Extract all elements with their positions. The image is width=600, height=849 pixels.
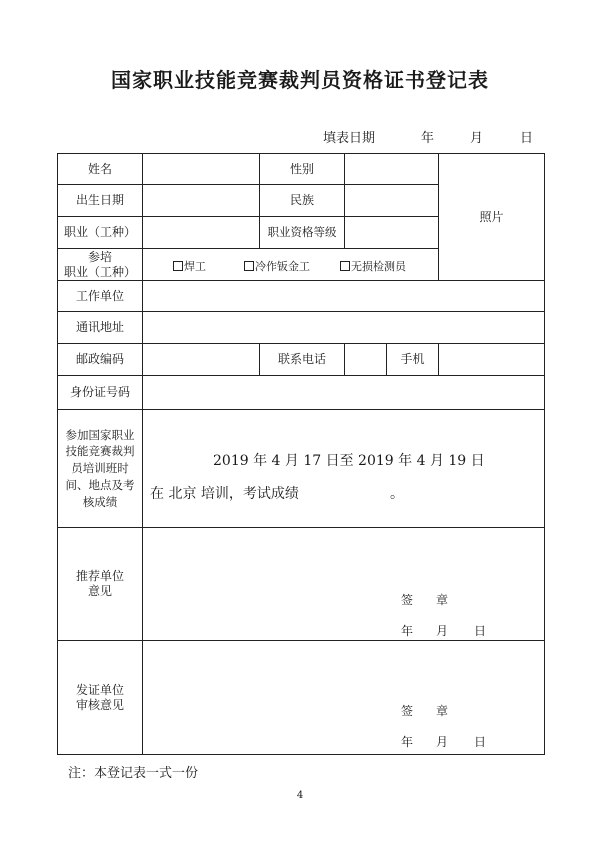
option-ndt[interactable]: 无损检测员 xyxy=(340,258,406,274)
label-training-info: 参加国家职业技能竞赛裁判员培训班时间、地点及考核成绩 xyxy=(65,427,135,509)
training-occ-line1: 参培 xyxy=(87,249,112,264)
recommend-seal: 章 xyxy=(436,593,449,607)
name-field[interactable] xyxy=(143,154,259,184)
issue-month: 月 xyxy=(436,735,449,749)
gender-field[interactable] xyxy=(345,154,438,184)
qualification-level-field[interactable] xyxy=(345,217,438,248)
fill-date-day: 日 xyxy=(520,131,534,146)
recommend-month: 月 xyxy=(436,624,449,638)
label-training-occupation xyxy=(58,249,142,280)
checkbox-welder[interactable] xyxy=(173,261,183,271)
recommend-day: 日 xyxy=(474,624,487,638)
fill-date-label: 填表日期 xyxy=(323,131,376,146)
label-postal-code: 邮政编码 xyxy=(75,352,124,366)
page-title: 国家职业技能竞赛裁判员资格证书登记表 xyxy=(111,68,489,92)
mobile-field[interactable] xyxy=(439,344,544,375)
fill-date-year: 年 xyxy=(421,131,435,146)
label-phone: 联系电话 xyxy=(277,352,326,366)
label-address: 通讯地址 xyxy=(75,320,124,334)
option-welder[interactable]: 焊工 xyxy=(173,258,206,274)
training-occ-line2: 职业（工种） xyxy=(63,264,136,279)
label-gender: 性别 xyxy=(289,161,314,176)
checkbox-sheet-metal[interactable] xyxy=(244,261,254,271)
label-ethnicity: 民族 xyxy=(289,193,314,207)
label-name: 姓名 xyxy=(87,161,112,176)
id-number-field[interactable] xyxy=(143,376,544,409)
checkbox-ndt[interactable] xyxy=(340,261,350,271)
training-dates: 2019 年 4 月 17 日至 2019 年 4 月 19 日 xyxy=(213,453,485,469)
occupation-field[interactable] xyxy=(143,217,259,248)
birth-date-field[interactable] xyxy=(143,185,259,216)
label-recommend: 推荐单位 意见 xyxy=(75,569,124,598)
label-occupation: 职业（工种） xyxy=(63,225,136,239)
label-mobile: 手机 xyxy=(400,352,425,366)
recommend-year: 年 xyxy=(401,624,414,638)
issue-year: 年 xyxy=(401,735,414,749)
label-id-number: 身份证号码 xyxy=(69,385,130,399)
phone-field[interactable] xyxy=(345,344,386,375)
issue-day: 日 xyxy=(474,735,487,749)
label-birth-date: 出生日期 xyxy=(75,193,124,207)
training-score-end: 。 xyxy=(390,486,404,502)
fill-date-month: 月 xyxy=(470,131,484,146)
label-issue: 发证单位 审核意见 xyxy=(75,682,124,712)
label-work-unit: 工作单位 xyxy=(75,288,124,303)
ethnicity-field[interactable] xyxy=(345,185,438,216)
option-sheet-metal[interactable]: 冷作钣金工 xyxy=(244,258,310,274)
postal-code-field[interactable] xyxy=(143,344,259,375)
page-number: 4 xyxy=(296,790,304,801)
training-location-score: 在 北京 培训，考试成绩 xyxy=(150,486,299,502)
photo-area: 照片 xyxy=(479,209,504,224)
footnote: 注：本登记表一式一份 xyxy=(68,766,199,781)
recommend-sign: 签 xyxy=(401,593,414,607)
issue-sign: 签 xyxy=(401,704,414,718)
label-qualification-level: 职业资格等级 xyxy=(267,225,337,240)
work-unit-field[interactable] xyxy=(143,281,544,311)
issue-seal: 章 xyxy=(436,704,449,718)
address-field[interactable] xyxy=(143,312,544,343)
